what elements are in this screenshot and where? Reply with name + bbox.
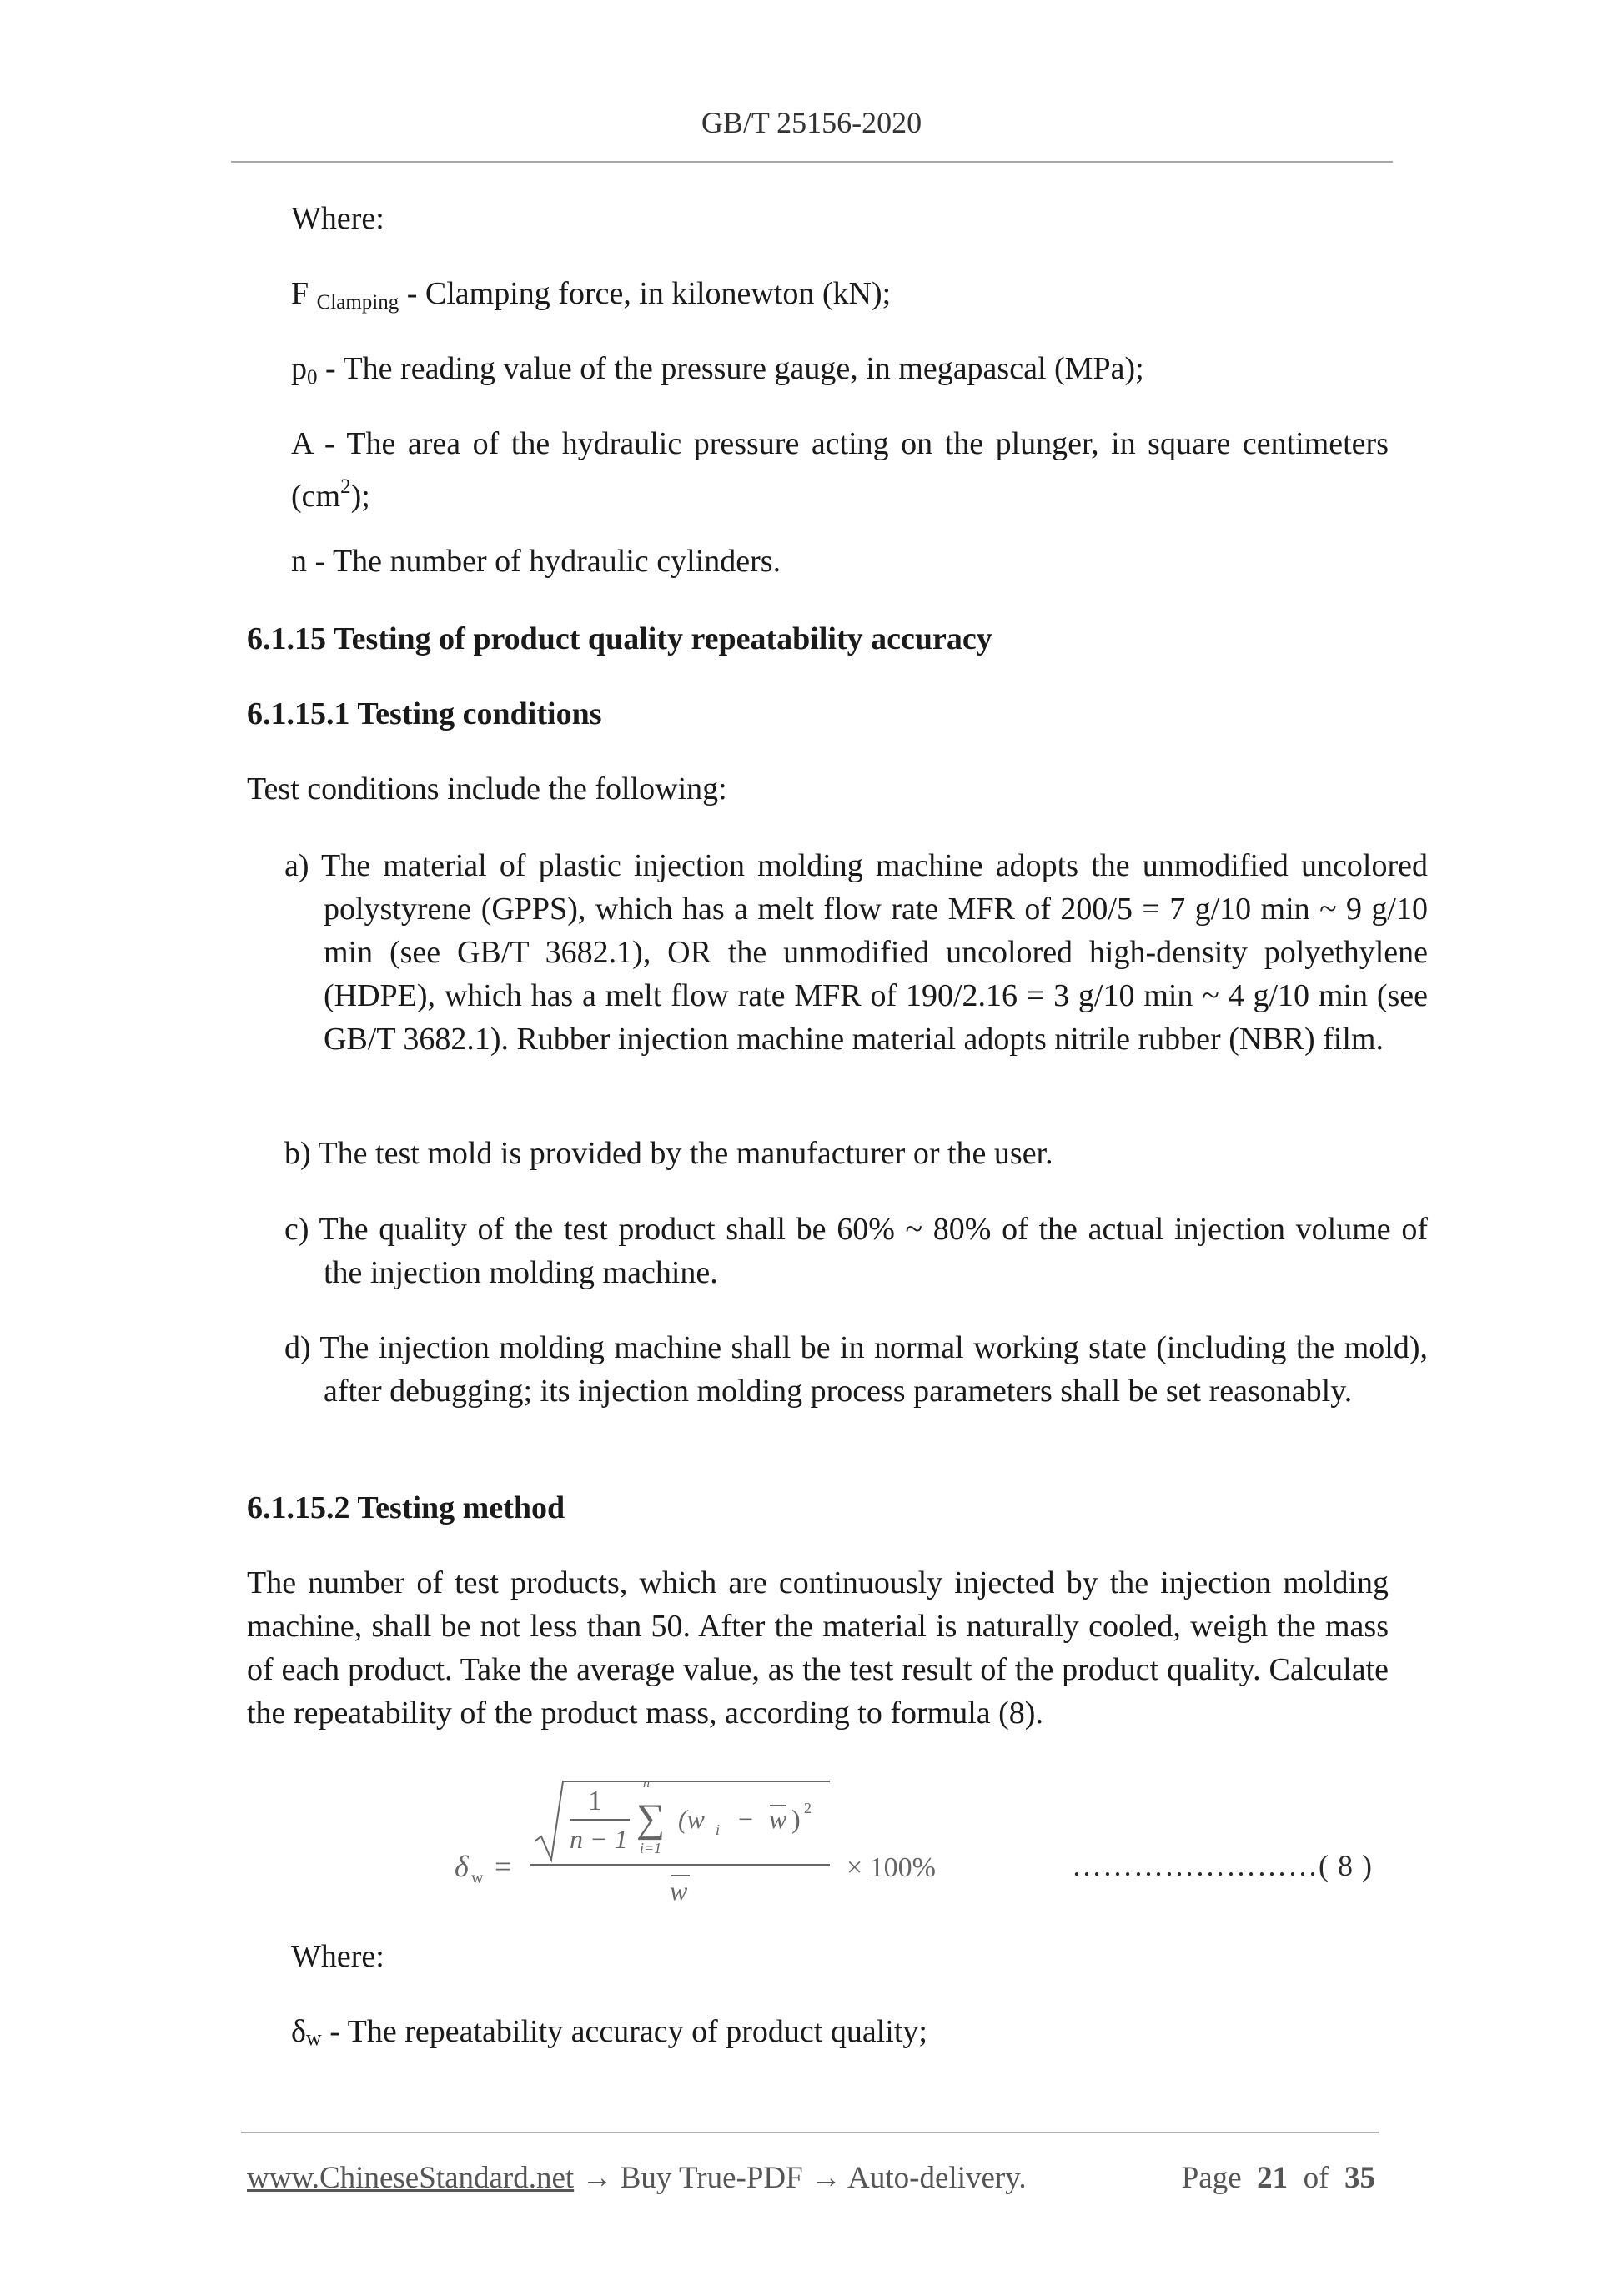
buy-pdf-text: Buy True-PDF (620, 2161, 803, 2195)
method-paragraph: The number of test products, which are continuously injected by the injection molding machine, shall be not less than 50. After the material is naturally cooled, weigh the mass of each product. Take the average value, as the test result of the product quality. Calculate the repeatability of the product mass, according to formula (8). (247, 1565, 1389, 1731)
where-label-2: Where: (291, 1939, 384, 1974)
symbol-subscript: Clamping (316, 291, 399, 314)
formula-equals: = (495, 1850, 512, 1883)
symbol: δ (291, 2014, 306, 2049)
formula-one: 1 (588, 1786, 602, 1816)
current-page: 21 (1257, 2161, 1289, 2195)
header-rule (231, 161, 1393, 163)
symbol: F (291, 276, 309, 311)
definition-text: - The area of the hydraulic pressure acting on the plunger, in square centimeters (cm (291, 426, 1389, 514)
arrow-icon: → (802, 2161, 848, 2195)
formula-sum-sign: ∑ (636, 1796, 666, 1841)
definition-text: - The repeatability accuracy of product quality; (321, 2014, 927, 2049)
formula-sum-lower: i=1 (640, 1840, 662, 1856)
section-heading-6-1-15-1: 6.1.15.1 Testing conditions (247, 696, 602, 731)
definition-delta-w (291, 2010, 1389, 2060)
definition-p0 (291, 347, 1389, 399)
formula-minus: − (738, 1804, 754, 1834)
total-pages: 35 (1344, 2161, 1375, 2195)
formula-n-minus-1: n − 1 (570, 1824, 628, 1854)
symbol-subscript: 0 (307, 366, 318, 389)
formula-square: 2 (804, 1800, 812, 1816)
symbol: n (291, 544, 307, 579)
footer-rule (241, 2132, 1379, 2133)
footer-links (247, 2160, 1027, 2196)
definition-a (291, 422, 1389, 518)
website-link[interactable]: www.ChineseStandard.net (247, 2161, 575, 2195)
definition-text-end: ); (350, 479, 370, 514)
formula-times-100: × 100% (847, 1852, 936, 1883)
definition-n (291, 540, 1389, 583)
definition-text: - The reading value of the pressure gauge, in megapascal (MPa); (317, 351, 1144, 386)
symbol-subscript: w (305, 2026, 322, 2050)
definition-text: - The number of hydraulic cylinders. (307, 544, 781, 579)
condition-item-d: d) The injection molding machine shall be in normal working state (including the mold), after debugging; its injection molding process parameters shall be set reasonably. (284, 1330, 1428, 1409)
symbol: A (291, 426, 313, 461)
arrow-icon: → (574, 2161, 621, 2195)
symbol: p (291, 351, 307, 386)
page-number (1182, 2160, 1375, 2196)
of-word: of (1303, 2161, 1329, 2195)
formula-close-paren: ) (791, 1804, 801, 1834)
formula-number: ……………………( 8 ) (1072, 1849, 1373, 1882)
auto-delivery-text: Auto-delivery. (847, 2161, 1027, 2195)
formula-denominator: w (670, 1876, 688, 1906)
formula-term-subscript: i (716, 1821, 721, 1838)
header-title: GB/T 25156-2020 (701, 106, 922, 139)
formula-lhs-symbol: δ (455, 1850, 469, 1883)
formula-wbar: w (769, 1804, 787, 1834)
condition-item-a: a) The material of plastic injection molding machine adopts the unmodified uncolored polystyrene (GPPS), which has a melt flow rate MFR of 200/5 = 7 g/10 min ~ 9 g/10 min (see GB/T 3682.1), OR the unmodified uncolored high-density polyethylene (HDPE), which has a melt flow rate MFR of 190/2.16 = 3 g/10 min ~ 4 g/10 min (see GB/T 3682.1). Rubber injection machine material adopts nitrile rubber (NBR) film. (284, 848, 1428, 1057)
section-heading-6-1-15: 6.1.15 Testing of product quality repeatability accuracy (247, 621, 992, 656)
section-heading-6-1-15-2: 6.1.15.2 Testing method (247, 1490, 565, 1525)
formula-lhs-subscript: w (471, 1869, 484, 1887)
definition-f-clamping (291, 272, 1389, 324)
formula-sum-upper: n (643, 1776, 650, 1791)
formula-8 (455, 1776, 972, 1910)
superscript: 2 (340, 475, 351, 498)
page-word: Page (1181, 2161, 1242, 2195)
conditions-intro: Test conditions include the following: (247, 771, 727, 806)
condition-item-c: c) The quality of the test product shall be 60% ~ 80% of the actual injection volume of the injection molding machine. (284, 1212, 1428, 1290)
definition-text: - Clamping force, in kilonewton (kN); (399, 276, 892, 311)
condition-item-b: b) The test mold is provided by the manufacturer or the user. (284, 1136, 1053, 1171)
where-label: Where: (291, 201, 384, 236)
formula-term: (w (678, 1804, 705, 1834)
